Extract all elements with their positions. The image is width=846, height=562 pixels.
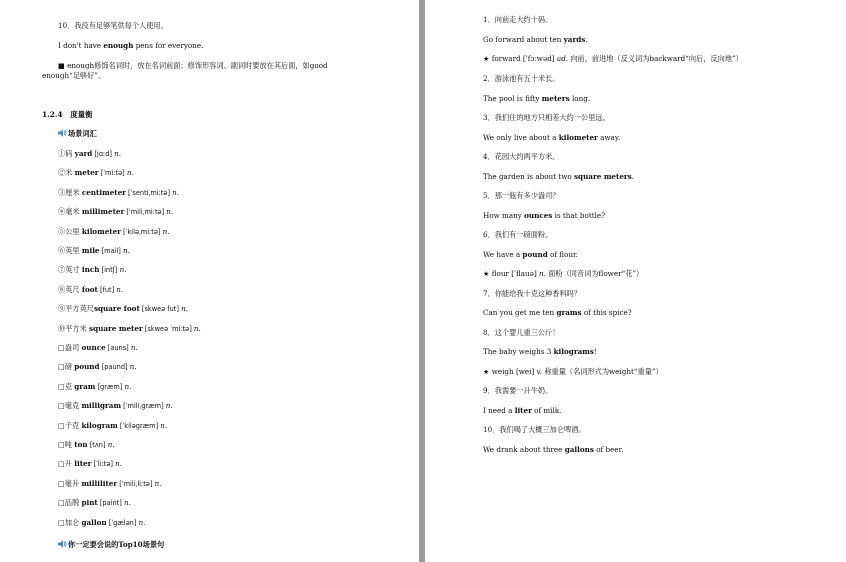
vocab-phonetic: [ˈgælən] bbox=[106, 518, 139, 527]
vocab-word: pint bbox=[81, 498, 98, 508]
vocab-part-of-speech: n. bbox=[193, 323, 201, 333]
vocab-item bbox=[58, 440, 115, 450]
vocab-marker: □千克 bbox=[58, 420, 82, 430]
sentence-cn: 2．游泳池有五十米长。 bbox=[483, 74, 560, 83]
vocab-word: gallon bbox=[81, 517, 107, 527]
vocab-marker: ⑦英寸 bbox=[58, 265, 82, 275]
text-run: ★ weigh [wei] bbox=[483, 367, 537, 376]
vocab-word: liter bbox=[74, 459, 92, 469]
vocab-phonetic: [fut] bbox=[97, 285, 117, 294]
vocab-word: kilometer bbox=[81, 226, 121, 236]
text-run: . bbox=[631, 172, 635, 181]
text-run: pens for everyone. bbox=[133, 41, 204, 50]
word-note bbox=[483, 54, 743, 64]
vocab-part-of-speech: n. bbox=[116, 284, 124, 294]
vocab-item bbox=[58, 246, 130, 256]
text-run: of flour. bbox=[547, 250, 578, 259]
keyword: liter bbox=[514, 406, 532, 415]
text-run: long. bbox=[569, 94, 591, 103]
keyword: enough bbox=[103, 41, 134, 50]
text-run: of beer. bbox=[593, 445, 624, 454]
text-run: We only live about a bbox=[483, 133, 559, 142]
vocab-marker: □升 bbox=[58, 459, 75, 469]
vocab-item bbox=[58, 362, 137, 372]
text-run: . bbox=[585, 35, 588, 44]
example-sentence-cn: 10．我没有足够笔供每个人使用。 bbox=[58, 21, 168, 30]
text-run: The garden is about two bbox=[483, 172, 574, 181]
keyword: kilograms bbox=[553, 347, 594, 356]
vocab-item bbox=[58, 459, 122, 469]
sentence-en bbox=[483, 347, 597, 357]
vocab-part-of-speech: n. bbox=[138, 517, 146, 527]
vocab-marker: □品脱 bbox=[58, 498, 82, 508]
vocab-item bbox=[58, 265, 127, 275]
keyword: grams bbox=[556, 308, 582, 317]
vocab-item bbox=[58, 168, 134, 178]
vocab-marker: ①码 bbox=[58, 149, 75, 158]
vocab-phonetic: [ˈmiliˌgræm] bbox=[121, 402, 166, 411]
sentence-cn: 6．我们有一磅面粉。 bbox=[483, 230, 553, 239]
vocab-word: inch bbox=[81, 265, 100, 275]
text-run: of this spice? bbox=[581, 308, 632, 317]
vocab-word: pound bbox=[74, 362, 100, 372]
vocab-word: foot bbox=[81, 284, 98, 294]
vocab-marker: □毫克 bbox=[58, 401, 82, 411]
text-run: We drank about three bbox=[483, 445, 565, 454]
sentence-cn: 4．花园大约两平方米。 bbox=[483, 152, 560, 161]
vocab-part-of-speech: n. bbox=[165, 401, 173, 411]
text-run: Can you get me ten bbox=[483, 308, 557, 317]
text-run: We have a bbox=[483, 250, 523, 259]
vocab-part-of-speech: n. bbox=[162, 226, 170, 236]
vocab-phonetic: [mail] bbox=[99, 247, 123, 255]
vocab-marker: ②米 bbox=[58, 168, 75, 178]
vocab-marker: □加仑 bbox=[58, 517, 82, 527]
document-page-left bbox=[0, 0, 419, 562]
sentence-cn: 7．你能给我十克这种香料吗？ bbox=[483, 289, 582, 298]
text-run: ! bbox=[593, 347, 597, 356]
vocab-marker: □磅 bbox=[58, 362, 75, 372]
sentence-cn: 3．我们住的地方只相差大约一公里远。 bbox=[483, 113, 610, 122]
section-number: 1.2.4 bbox=[42, 110, 63, 119]
sentence-en bbox=[483, 35, 588, 45]
keyword: yards bbox=[563, 35, 586, 44]
sentence-cn: 9．我需要一升牛奶。 bbox=[483, 386, 553, 395]
vocab-word: mile bbox=[81, 246, 100, 255]
vocab-marker: □吨 bbox=[58, 440, 75, 449]
vocab-part-of-speech: n. bbox=[154, 478, 162, 488]
vocab-part-of-speech: n. bbox=[126, 168, 134, 178]
speaker-icon[interactable] bbox=[58, 540, 67, 548]
text-run: The pool is fifty bbox=[483, 94, 542, 103]
vocab-phonetic: [jɑːd] bbox=[92, 150, 115, 158]
word-note bbox=[483, 367, 663, 377]
vocab-word: millimeter bbox=[81, 207, 125, 217]
sentence-en bbox=[483, 133, 620, 143]
sentence-cn: 5．那一瓶有多少盎司？ bbox=[483, 191, 560, 200]
vocab-phonetic: [auns] bbox=[105, 344, 131, 352]
vocab-item bbox=[58, 188, 179, 198]
vocab-item bbox=[58, 149, 121, 159]
vocab-item bbox=[58, 518, 145, 528]
vocab-part-of-speech: n. bbox=[172, 187, 180, 197]
vocab-item bbox=[58, 401, 173, 411]
keyword: meters bbox=[541, 94, 570, 103]
vocab-phonetic: [ˈsentiˌmiːtə] bbox=[125, 188, 173, 197]
keyword: gallons bbox=[564, 445, 594, 454]
keyword: square meters bbox=[574, 172, 632, 181]
vocab-word: square meter bbox=[89, 323, 143, 333]
vocab-word: milligram bbox=[81, 401, 122, 411]
sentence-en bbox=[483, 406, 561, 416]
vocab-phonetic: [ˈmiliˌliːtə] bbox=[117, 479, 155, 488]
vocab-part-of-speech: n. bbox=[119, 265, 127, 275]
top10-subheading bbox=[58, 540, 164, 550]
vocab-word: meter bbox=[74, 168, 99, 178]
sentence-cn: 1．向前走大约十码。 bbox=[483, 15, 553, 24]
vocab-item bbox=[58, 227, 170, 237]
vocab-item bbox=[58, 324, 201, 334]
vocab-word: centimeter bbox=[81, 187, 126, 197]
text-run: I don't have bbox=[58, 41, 104, 50]
vocab-part-of-speech: n. bbox=[115, 459, 123, 469]
usage-note-line2: enough“足够好”。 bbox=[42, 71, 106, 80]
sentence-cn: 8．这个婴儿重三公斤！ bbox=[483, 328, 560, 337]
text-run: ★ forward [ˈfɔːwəd] bbox=[483, 54, 557, 63]
vocab-marker: ③厘米 bbox=[58, 187, 82, 197]
text-run: is that bottle? bbox=[552, 211, 606, 220]
vocab-phonetic: [græm] bbox=[95, 382, 125, 391]
vocab-phonetic: [paint] bbox=[97, 499, 124, 508]
keyword: pound bbox=[522, 250, 548, 259]
vocab-phonetic: [intʃ] bbox=[99, 266, 120, 275]
vocab-marker: □毫升 bbox=[58, 478, 82, 488]
vocab-item bbox=[58, 343, 138, 353]
example-sentence-en bbox=[58, 41, 203, 51]
text-run: of milk. bbox=[531, 406, 562, 415]
sentence-en bbox=[483, 250, 578, 260]
part-of-speech: n. bbox=[539, 269, 546, 278]
vocab-marker: ⑥英里 bbox=[58, 246, 82, 255]
vocab-part-of-speech: n. bbox=[123, 498, 131, 508]
vocab-phonetic: [ˈkiləˌmiːtə] bbox=[120, 227, 163, 236]
sentence-en bbox=[483, 211, 605, 221]
sentence-en bbox=[483, 172, 634, 182]
text-run: 面粉（同音词为flower“花”） bbox=[545, 269, 644, 278]
vocab-phonetic: [ˈkiləgræm] bbox=[117, 421, 161, 430]
keyword: ounces bbox=[524, 211, 553, 220]
vocab-word: kilogram bbox=[81, 420, 118, 430]
vocab-phonetic: [ˈmiːtə] bbox=[98, 169, 127, 178]
top10-subheading-text: 你一定要会说的Top10场景句 bbox=[68, 540, 165, 549]
vocab-marker: □盎司 bbox=[58, 343, 82, 352]
vocab-phonetic: [tʌn] bbox=[87, 441, 108, 449]
vocab-part-of-speech: n. bbox=[130, 343, 138, 352]
sentence-cn: 10．我们喝了大概三加仑啤酒。 bbox=[483, 425, 586, 434]
vocab-item bbox=[58, 479, 161, 489]
vocab-item bbox=[58, 382, 131, 392]
vocab-item bbox=[58, 421, 167, 431]
vocab-part-of-speech: n. bbox=[124, 381, 132, 391]
vocab-phonetic: [ˈliːtə] bbox=[91, 460, 116, 469]
vocab-item bbox=[58, 498, 131, 508]
keyword: kilometer bbox=[558, 133, 598, 142]
section-title: 度量衡 bbox=[70, 110, 93, 119]
vocab-word: ounce bbox=[81, 343, 106, 352]
text-run: ★ flour [ˈflauə] bbox=[483, 269, 540, 278]
vocab-marker: ⑨平方英尺 bbox=[58, 304, 94, 314]
part-of-speech: v. bbox=[536, 367, 543, 376]
vocab-item bbox=[58, 304, 188, 314]
vocab-part-of-speech: n. bbox=[107, 440, 115, 449]
sentence-en bbox=[483, 308, 632, 318]
text-run: away. bbox=[597, 133, 621, 142]
text-run: 称重量（名词形式为weight“重量”） bbox=[542, 367, 663, 376]
document-page-right bbox=[425, 0, 846, 562]
vocab-word: gram bbox=[74, 381, 96, 391]
vocab-subheading bbox=[58, 129, 97, 139]
vocab-phonetic: [skweə fut] bbox=[139, 305, 182, 314]
text-run: The baby weighs 3 bbox=[483, 347, 554, 356]
text-run: 向前，前进地（反义词为backward“向后，反向地”） bbox=[568, 54, 743, 63]
vocab-marker: ⑤公里 bbox=[58, 226, 82, 236]
vocab-phonetic: [skweə ˈmiːtə] bbox=[142, 324, 194, 333]
section-heading bbox=[42, 110, 93, 120]
vocab-part-of-speech: n. bbox=[181, 304, 188, 314]
vocab-part-of-speech: n. bbox=[129, 362, 137, 372]
vocab-part-of-speech: n. bbox=[114, 149, 122, 158]
vocab-marker: ④毫米 bbox=[58, 207, 82, 217]
word-note bbox=[483, 269, 643, 279]
sentence-en bbox=[483, 445, 624, 455]
vocab-part-of-speech: n. bbox=[166, 207, 174, 217]
text-run: I need a bbox=[483, 406, 515, 415]
vocab-part-of-speech: n. bbox=[122, 246, 130, 255]
vocab-marker: □克 bbox=[58, 381, 75, 391]
vocab-word: ton bbox=[74, 440, 88, 449]
vocab-word: yard bbox=[74, 149, 93, 158]
vocab-item bbox=[58, 285, 123, 295]
vocab-word: square foot bbox=[93, 304, 140, 314]
vocab-phonetic: [ˈmiliˌmiːtə] bbox=[124, 208, 167, 217]
speaker-icon[interactable] bbox=[58, 129, 67, 137]
part-of-speech: ad. bbox=[556, 54, 569, 63]
text-run: Go forward about ten bbox=[483, 35, 564, 44]
vocab-marker: ⑩平方米 bbox=[58, 323, 90, 333]
text-run: How many bbox=[483, 211, 525, 220]
vocab-word: milliliter bbox=[81, 478, 118, 488]
vocab-marker: ⑧英尺 bbox=[58, 284, 82, 294]
vocab-part-of-speech: n. bbox=[160, 420, 168, 430]
usage-note-line1: ■ enough修饰名词时，放在名词前面；修饰形容词、副词时要放在其后面，如good bbox=[58, 61, 328, 70]
sentence-en bbox=[483, 94, 590, 104]
vocab-phonetic: [paund] bbox=[99, 363, 130, 372]
vocab-subheading-text: 场景词汇 bbox=[68, 129, 97, 138]
vocab-item bbox=[58, 207, 173, 217]
